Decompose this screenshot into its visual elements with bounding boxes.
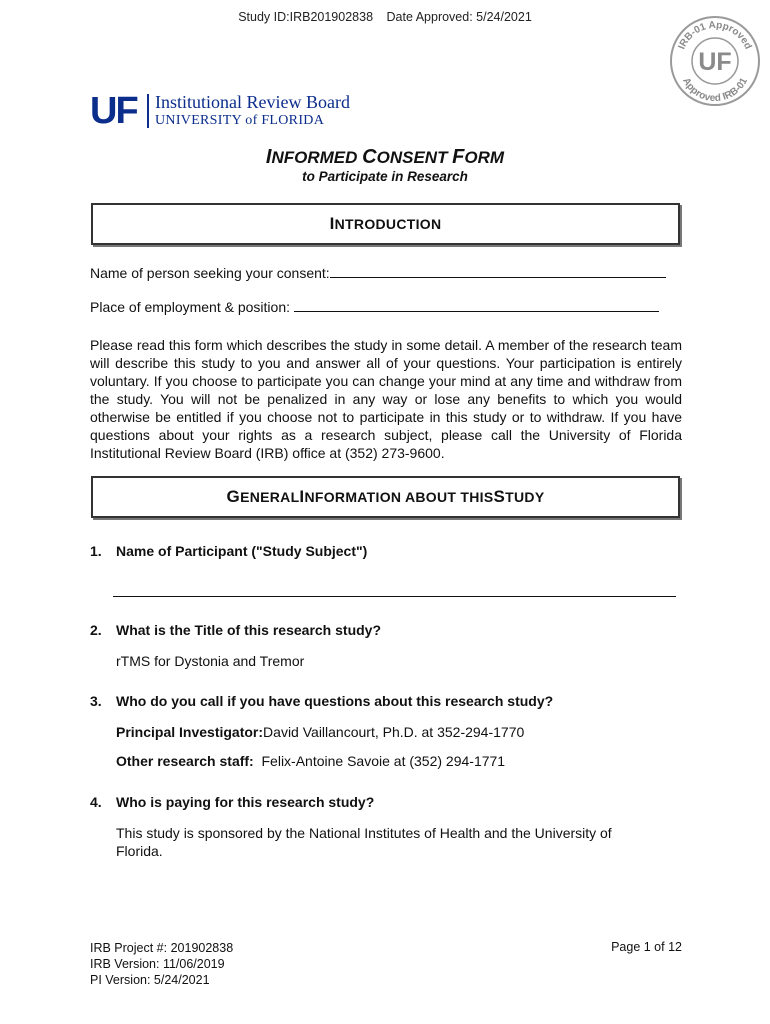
- form-subtitle: to Participate in Research: [302, 169, 468, 184]
- stamp-top-text: IRB-01 Approved: [676, 19, 754, 52]
- page-number: Page 1 of 12: [611, 940, 682, 954]
- employment-field: [90, 299, 659, 315]
- question-3: 3. Who do you call if you have questions about this research study?: [90, 693, 554, 709]
- sponsor-answer: This study is sponsored by the National Institutes of Health and the University of Florida.: [116, 825, 612, 859]
- svg-text:IRB-01 Approved: [676, 20, 753, 51]
- form-title: INFORMED CONSENT FORM: [265, 146, 505, 168]
- logo-divider: [147, 94, 149, 128]
- introduction-heading: I NTRODUCTION: [91, 203, 680, 245]
- question-2: 2. What is the Title of this research study?: [90, 622, 382, 638]
- staff-value: Felix-Antoine Savoie at (352) 294-1771: [261, 753, 506, 769]
- footer-versions: [90, 940, 233, 988]
- question-4: 4. Who is paying for this research study?: [90, 794, 375, 810]
- employment-label: Place of employment & position:: [90, 299, 294, 315]
- uf-logo-mark: UF: [90, 90, 137, 132]
- logo-university-text: UNIVERSITY of FLORIDA: [155, 113, 325, 128]
- consent-person-field: [90, 265, 666, 281]
- other-research-staff: [116, 753, 505, 769]
- employment-blank[interactable]: [294, 299, 659, 312]
- pi-value: David Vaillancourt, Ph.D. at 352-294-1770: [263, 724, 525, 740]
- staff-label: Other research staff:: [116, 753, 254, 769]
- svg-text:Approved IRB-01: [680, 76, 750, 104]
- participant-name-line[interactable]: [113, 596, 676, 597]
- stamp-bottom-text: Approved IRB-01: [680, 76, 750, 105]
- principal-investigator: [116, 724, 524, 740]
- irb-approval-stamp: [668, 14, 762, 108]
- consent-person-label: Name of person seeking your consent:: [90, 265, 330, 281]
- consent-person-blank[interactable]: [330, 265, 666, 278]
- study-title-answer: rTMS for Dystonia and Tremor: [116, 653, 305, 669]
- logo-irb-text: Institutional Review Board: [155, 92, 350, 112]
- irb-version: IRB Version: 11/06/2019: [90, 957, 225, 971]
- question-1: 1. Name of Participant ("Study Subject"): [90, 543, 368, 559]
- stamp-uf-mark: UF: [698, 48, 732, 76]
- pi-version: PI Version: 5/24/2021: [90, 973, 210, 987]
- pi-label: Principal Investigator:: [116, 724, 264, 740]
- date-approved: Date Approved: 5/24/2021: [386, 10, 532, 24]
- document-header: [0, 10, 770, 24]
- irb-project-number: IRB Project #: 201902838: [90, 941, 234, 955]
- study-id: Study ID:IRB201902838: [238, 10, 374, 24]
- general-information-heading: G ENERAL I NFORMATION ABOUT THIS S TUDY: [91, 476, 680, 518]
- intro-paragraph: Please read this form which describes the study in some detail. A member of the research team will describe this study to you and answer all of your questions. Your participation is entirely voluntary. If you choose to participate you can change your mind at any time and withdraw from the study. You will not be penalized in any way or lose any benefits to which you would otherwise be entitled if you choose not to participate in this study or to withdraw. If you have questions about your rights as a research subject, please call the University of Florida Institutional Review Board (IRB) office at (352) 273-9600.: [90, 337, 682, 461]
